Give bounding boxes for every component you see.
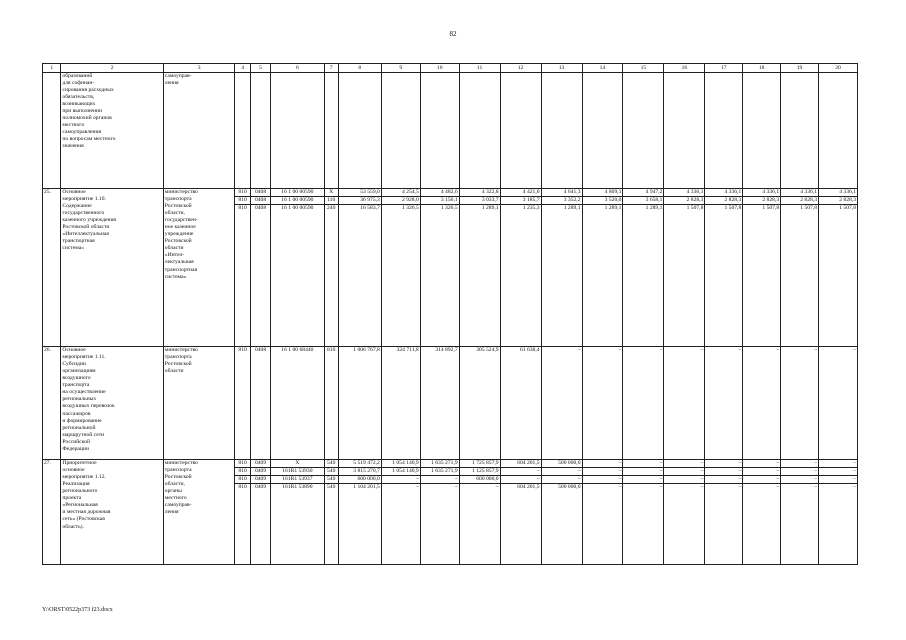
row-number xyxy=(43,73,61,189)
table-cell: 500 000,0 xyxy=(541,460,582,468)
table-cell: 540 xyxy=(324,484,338,565)
table-cell: Х xyxy=(271,460,324,468)
table-cell: 0408 xyxy=(250,347,270,460)
table-cell: – xyxy=(818,460,857,468)
table-cell: – xyxy=(541,476,582,484)
table-cell: – xyxy=(743,476,781,484)
table-cell: – xyxy=(781,347,819,460)
table-cell: – xyxy=(623,484,664,565)
table-cell: 4 336,1 xyxy=(743,189,781,197)
table-cell: 53 559,0 xyxy=(338,189,381,197)
table-cell: 540 xyxy=(324,476,338,484)
table-cell: 4 336,1 xyxy=(705,189,743,197)
table-cell: 1 635 271,9 xyxy=(420,460,459,468)
table-cell: 600 000,0 xyxy=(338,476,381,484)
column-number: 10 xyxy=(420,64,459,73)
table-cell: – xyxy=(420,484,459,565)
table-cell: – xyxy=(781,484,819,565)
table-cell: 161R1 53930 xyxy=(271,468,324,476)
table-cell: 161R1 53890 xyxy=(271,484,324,565)
column-number: 2 xyxy=(61,64,163,73)
table-cell: 16 1 00 00590 xyxy=(271,189,324,197)
table-cell: 540 xyxy=(324,460,338,468)
table-cell: 161R1 53937 xyxy=(271,476,324,484)
column-number: 9 xyxy=(381,64,420,73)
table-cell: 1 054 140,9 xyxy=(381,460,420,468)
table-cell: – xyxy=(623,468,664,476)
table-cell: 4 254,5 xyxy=(381,189,420,197)
table-cell: 0408 xyxy=(250,205,270,347)
table-cell: 36 975,3 xyxy=(338,197,381,205)
table-cell xyxy=(818,73,857,189)
table-cell xyxy=(381,73,420,189)
table-cell: – xyxy=(541,468,582,476)
table-cell: – xyxy=(381,476,420,484)
table-cell: – xyxy=(664,476,705,484)
table-cell: – xyxy=(664,460,705,468)
column-number: 20 xyxy=(818,64,857,73)
table-cell: 1 125 857,9 xyxy=(459,468,500,476)
table-cell: – xyxy=(582,476,623,484)
table-cell: 3 658,1 xyxy=(623,197,664,205)
table-cell: 4 947,2 xyxy=(623,189,664,197)
table-cell: 4 641,3 xyxy=(541,189,582,197)
table-cell: – xyxy=(781,460,819,468)
column-number: 3 xyxy=(163,64,235,73)
table-cell: – xyxy=(664,468,705,476)
table-row xyxy=(43,73,858,189)
table-cell: 16 583,7 xyxy=(338,205,381,347)
table-cell: 1 289,1 xyxy=(582,205,623,347)
table-cell: – xyxy=(705,484,743,565)
table-cell: 810 xyxy=(235,476,250,484)
table-cell: 4 421,0 xyxy=(500,189,541,197)
table-cell xyxy=(541,73,582,189)
column-number: 17 xyxy=(705,64,743,73)
table-cell: – xyxy=(781,476,819,484)
table-cell: 324 711,8 xyxy=(381,347,420,460)
table-cell: 3 156,1 xyxy=(420,197,459,205)
table-cell: 4 482,6 xyxy=(420,189,459,197)
table-cell: 1 326,5 xyxy=(381,205,420,347)
table-cell xyxy=(459,73,500,189)
table-cell xyxy=(582,73,623,189)
table-cell: 4 809,1 xyxy=(582,189,623,197)
table-cell: 1 054 140,9 xyxy=(381,468,420,476)
table-cell xyxy=(743,73,781,189)
table-cell: 604 201,5 xyxy=(500,460,541,468)
table-cell: 1 507,8 xyxy=(743,205,781,347)
table-cell: 810 xyxy=(235,468,250,476)
table-cell xyxy=(235,73,250,189)
table-cell: 1 235,3 xyxy=(500,205,541,347)
activity-name: Основное мероприятие 1.11. Субсидии организациям воздушного транспорта на осуществление региональных воздушных перевозок пассажиров и формирование региональной маршрутной сети Российской Федерации xyxy=(61,347,163,460)
table-cell: – xyxy=(705,347,743,460)
table-cell: Х xyxy=(324,189,338,197)
table-cell: 4 336,1 xyxy=(781,189,819,197)
column-number: 11 xyxy=(459,64,500,73)
table-cell: 0408 xyxy=(250,197,270,205)
table-cell: 0409 xyxy=(250,476,270,484)
table-cell: – xyxy=(705,460,743,468)
table-cell: 1 104 201,5 xyxy=(338,484,381,565)
responsible-executor: министерство транспорта Ростовской области xyxy=(163,347,235,460)
table-cell: – xyxy=(582,347,623,460)
table-cell: 16 1 00 00590 xyxy=(271,205,324,347)
table-cell: 2 828,3 xyxy=(818,197,857,205)
table-cell xyxy=(250,73,270,189)
table-cell: 0409 xyxy=(250,468,270,476)
header-row xyxy=(43,64,858,73)
budget-table xyxy=(42,63,858,565)
table-cell: – xyxy=(623,460,664,468)
responsible-executor: самоуправ- ления xyxy=(163,73,235,189)
table-cell: 61 638,4 xyxy=(500,347,541,460)
table-cell: 604 201,5 xyxy=(500,484,541,565)
table-cell: – xyxy=(705,468,743,476)
table-cell: 314 892,7 xyxy=(420,347,459,460)
table-cell: – xyxy=(500,476,541,484)
table-cell: 3 033,7 xyxy=(459,197,500,205)
column-number: 12 xyxy=(500,64,541,73)
table-cell: 1 507,8 xyxy=(781,205,819,347)
table-cell: 0409 xyxy=(250,484,270,565)
table-cell: – xyxy=(381,484,420,565)
column-number: 13 xyxy=(541,64,582,73)
table-cell: 1 326,5 xyxy=(420,205,459,347)
table-cell: 1 507,8 xyxy=(705,205,743,347)
table-cell: 810 xyxy=(235,484,250,565)
table-cell xyxy=(623,73,664,189)
responsible-executor: министерство транспорта Ростовской области, органы местного самоуправ- ления xyxy=(163,460,235,565)
column-number: 15 xyxy=(623,64,664,73)
table-cell: 810 xyxy=(235,347,250,460)
table-cell: – xyxy=(582,484,623,565)
table-cell: – xyxy=(541,347,582,460)
table-cell: – xyxy=(664,347,705,460)
column-number: 14 xyxy=(582,64,623,73)
row-number: 25. xyxy=(43,189,61,347)
table-cell: 810 xyxy=(235,205,250,347)
table-cell xyxy=(271,73,324,189)
table-cell: – xyxy=(743,460,781,468)
table-cell: 2 828,3 xyxy=(664,197,705,205)
table-cell: 1 289,1 xyxy=(459,205,500,347)
table-cell: 4 336,1 xyxy=(818,189,857,197)
table-cell: 3 352,2 xyxy=(541,197,582,205)
page-number: 82 xyxy=(449,30,457,38)
table-cell: – xyxy=(818,476,857,484)
column-number: 8 xyxy=(338,64,381,73)
table-cell: 16 1 00 68440 xyxy=(271,347,324,460)
table-cell xyxy=(664,73,705,189)
table-cell: – xyxy=(459,484,500,565)
table-cell xyxy=(420,73,459,189)
table-cell: 1 725 857,9 xyxy=(459,460,500,468)
table-cell: – xyxy=(781,468,819,476)
table-cell xyxy=(338,73,381,189)
table-cell: 4 322,8 xyxy=(459,189,500,197)
responsible-executor: министерство транспорта Ростовской области, государствен- ное казенное учреждение Ростовской области «Интел- лектуальная транспортная система» xyxy=(163,189,235,347)
table-cell: – xyxy=(818,468,857,476)
footer-file-path: Y:\ORST\0522p373 f23.docx xyxy=(42,607,113,613)
table-cell xyxy=(324,73,338,189)
table-cell: 1 507,8 xyxy=(818,205,857,347)
table-cell: 2 828,3 xyxy=(743,197,781,205)
table-cell: 305 524,9 xyxy=(459,347,500,460)
table-cell: 810 xyxy=(235,189,250,197)
row-number: 27. xyxy=(43,460,61,565)
table-cell: – xyxy=(582,468,623,476)
activity-name: Основное мероприятие 1.10. Содержание государственного казенного учреждения Ростовской области «Интеллектуальная транспортная система» xyxy=(61,189,163,347)
table-row xyxy=(43,347,858,460)
table-cell: 3 815 270,7 xyxy=(338,468,381,476)
column-number: 1 xyxy=(43,64,61,73)
table-cell: 1 289,1 xyxy=(623,205,664,347)
column-number: 5 xyxy=(250,64,270,73)
table-cell: 2 928,0 xyxy=(381,197,420,205)
table-cell: 540 xyxy=(324,468,338,476)
table-cell: 810 xyxy=(235,460,250,468)
table-cell: 810 xyxy=(235,197,250,205)
table-cell: – xyxy=(582,460,623,468)
table-cell: 810 xyxy=(324,347,338,460)
activity-name: образований для софинан- сирования расходных обязательств, возникающих при выполнении полномочий органов местного самоуправления по вопросам местного значения xyxy=(61,73,163,189)
table-cell: 3 520,0 xyxy=(582,197,623,205)
table-cell: – xyxy=(623,347,664,460)
table-cell: – xyxy=(420,476,459,484)
column-number: 18 xyxy=(743,64,781,73)
column-number: 4 xyxy=(235,64,250,73)
table-cell xyxy=(500,73,541,189)
table-cell: 2 828,3 xyxy=(781,197,819,205)
table-cell: 16 1 00 00590 xyxy=(271,197,324,205)
table-cell: – xyxy=(705,476,743,484)
column-number: 6 xyxy=(271,64,324,73)
table-cell: 3 185,7 xyxy=(500,197,541,205)
table-cell: 1 507,8 xyxy=(664,205,705,347)
table-cell: 110 xyxy=(324,197,338,205)
table-cell: – xyxy=(743,468,781,476)
table-cell: – xyxy=(818,347,857,460)
row-number: 26. xyxy=(43,347,61,460)
table-cell: 1 006 767,8 xyxy=(338,347,381,460)
table-cell: 4 336,1 xyxy=(664,189,705,197)
table-cell: 600 000,0 xyxy=(459,476,500,484)
table-cell: 2 828,3 xyxy=(705,197,743,205)
table-cell: 0408 xyxy=(250,189,270,197)
table-cell: 240 xyxy=(324,205,338,347)
table-cell: – xyxy=(743,484,781,565)
table-cell: 5 519 472,2 xyxy=(338,460,381,468)
table-cell: 1 289,1 xyxy=(541,205,582,347)
table-cell: – xyxy=(623,476,664,484)
table-cell: 500 000,0 xyxy=(541,484,582,565)
table-row xyxy=(43,460,858,468)
table-cell: – xyxy=(743,347,781,460)
activity-name: Приоритетное основное мероприятие 1.12. Реализация регионального проекта «Региональная и местная дорожная сеть» (Ростовская область). xyxy=(61,460,163,565)
table-cell: – xyxy=(500,468,541,476)
table-cell: – xyxy=(664,484,705,565)
table-row xyxy=(43,189,858,197)
column-number: 16 xyxy=(664,64,705,73)
table-cell: – xyxy=(818,484,857,565)
table-cell: 0409 xyxy=(250,460,270,468)
table-cell xyxy=(705,73,743,189)
column-number: 19 xyxy=(781,64,819,73)
table-cell xyxy=(781,73,819,189)
table-cell: 1 635 271,9 xyxy=(420,468,459,476)
column-number: 7 xyxy=(324,64,338,73)
